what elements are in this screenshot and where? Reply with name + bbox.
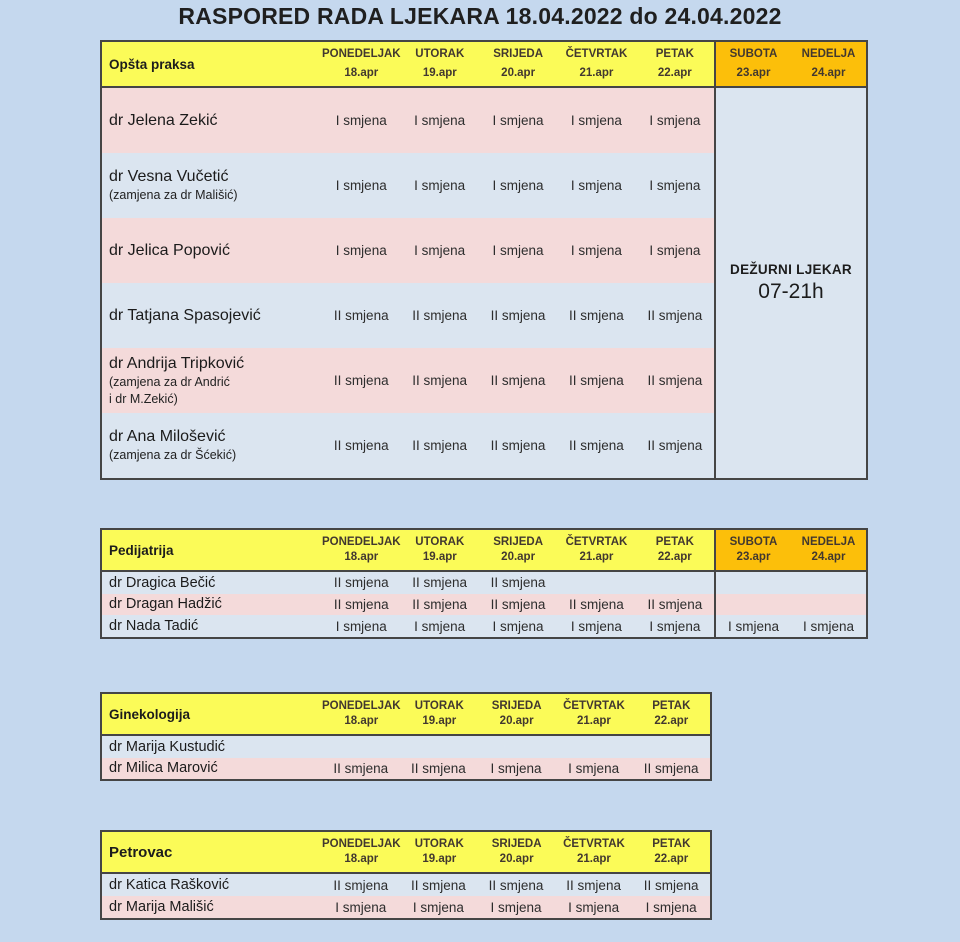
shift-cell: II smjena — [333, 308, 389, 323]
shift-cell: I smjena — [649, 618, 701, 634]
day-name: UTORAK — [415, 48, 465, 60]
shift-cell: I smjena — [492, 618, 544, 634]
weekday-headers — [322, 42, 714, 86]
day-name: ČETVRTAK — [565, 536, 628, 548]
shift-cell: I smjena — [570, 618, 622, 634]
shift-cell: II smjena — [566, 877, 621, 893]
shift-cell — [557, 572, 635, 594]
shift-cell: I smjena — [490, 760, 542, 776]
day-date: 23.apr — [736, 551, 771, 563]
day-date: 18.apr — [344, 67, 379, 79]
day-date: 19.apr — [422, 551, 457, 563]
day-name: SRIJEDA — [491, 838, 542, 850]
day-name: ČETVRTAK — [565, 48, 628, 60]
shift-cell: I smjena — [568, 760, 620, 776]
shift-cell: II smjena — [490, 596, 546, 612]
day-header — [791, 42, 866, 86]
shift-cell: I smjena — [649, 243, 701, 258]
day-date: 20.apr — [501, 67, 536, 79]
day-header — [322, 530, 401, 570]
day-header — [401, 42, 479, 86]
table-header-row — [102, 530, 866, 572]
day-header — [557, 530, 635, 570]
shift-cell: I smjena — [335, 618, 387, 634]
shift-cells — [322, 896, 710, 918]
weekday-headers — [322, 694, 710, 734]
weekend-shift-cells — [714, 572, 866, 594]
day-name: UTORAK — [415, 536, 465, 548]
day-header — [322, 694, 401, 734]
day-date: 18.apr — [344, 853, 379, 865]
day-name: PONEDELJAK — [322, 838, 401, 850]
shift-cell: I smjena — [492, 178, 544, 193]
doctor-name: dr Milica Marović — [109, 760, 218, 777]
shift-cell: I smjena — [570, 243, 622, 258]
doctor-name-cell — [102, 758, 322, 780]
shift-cell: II smjena — [569, 373, 624, 388]
day-date: 19.apr — [422, 853, 457, 865]
schedule-table-3 — [100, 692, 712, 781]
shift-cells — [322, 736, 710, 758]
doctor-name-cell — [102, 874, 322, 896]
day-name: SRIJEDA — [493, 48, 544, 60]
page-title: RASPORED RADA LJEKARA 18.04.2022 do 24.04.2022 — [178, 3, 782, 29]
shift-cell — [716, 572, 791, 594]
day-date: 22.apr — [657, 551, 692, 563]
weekday-headers — [322, 530, 714, 570]
day-date: 24.apr — [811, 67, 846, 79]
doctor-note: (zamjena za dr Andrić — [109, 374, 230, 389]
shift-cell — [791, 572, 866, 594]
day-name: SUBOTA — [729, 536, 778, 548]
day-date: 20.apr — [499, 715, 534, 727]
table-body — [102, 736, 710, 779]
shift-cell: I smjena — [335, 899, 387, 915]
shift-cells — [322, 88, 714, 153]
weekend-headers — [714, 42, 866, 86]
shift-cells — [322, 572, 714, 594]
shift-cell: II smjena — [490, 373, 546, 388]
doctor-name: dr Nada Tadić — [109, 618, 199, 635]
shift-cell: I smjena — [335, 113, 387, 128]
shift-cell: I smjena — [335, 178, 387, 193]
day-header — [401, 694, 478, 734]
day-date: 20.apr — [499, 853, 534, 865]
shift-cell: I smjena — [570, 113, 622, 128]
shift-cell: II smjena — [643, 877, 699, 893]
day-date: 18.apr — [344, 715, 379, 727]
day-header — [716, 42, 791, 86]
day-name: PONEDELJAK — [322, 536, 401, 548]
shift-cell: II smjena — [412, 575, 467, 591]
shift-cells — [322, 218, 714, 283]
doctor-name: dr Jelica Popović — [109, 241, 230, 259]
shift-cell: II smjena — [490, 575, 546, 591]
shift-cell: I smjena — [492, 243, 544, 258]
day-header — [478, 832, 555, 872]
day-header — [716, 530, 791, 570]
day-name: PONEDELJAK — [322, 48, 401, 60]
day-header — [636, 530, 714, 570]
day-header — [555, 694, 632, 734]
doctor-name-cell — [102, 736, 322, 758]
doctor-row — [102, 874, 710, 896]
day-name: SRIJEDA — [491, 700, 542, 712]
shift-cell — [636, 572, 714, 594]
shift-cell: I smjena — [649, 113, 701, 128]
shift-cell: II smjena — [647, 438, 703, 453]
doctor-name-cell — [102, 572, 322, 594]
day-header — [791, 530, 866, 570]
day-header — [401, 530, 479, 570]
shift-cell: II smjena — [412, 308, 467, 323]
doctor-name: dr Tatjana Spasojević — [109, 306, 261, 324]
shift-cell: I smjena — [414, 178, 466, 193]
shift-cell: I smjena — [414, 618, 466, 634]
doctor-name: dr Vesna Vučetić — [109, 168, 229, 185]
shift-cell: II smjena — [333, 373, 389, 388]
shift-cell: II smjena — [569, 438, 624, 453]
shift-cell: I smjena — [492, 113, 544, 128]
day-date: 23.apr — [736, 67, 771, 79]
shift-cell: II smjena — [647, 596, 703, 612]
shift-cell: II smjena — [333, 575, 389, 591]
doctor-name-cell — [102, 896, 322, 918]
day-header — [401, 832, 478, 872]
section-label: Ginekologija — [109, 706, 191, 722]
doctor-name-cell — [102, 594, 322, 616]
day-name: PONEDELJAK — [322, 700, 401, 712]
schedule-table-1 — [100, 40, 868, 480]
doctor-name-cell — [102, 413, 322, 478]
duty-doctor-cell — [714, 88, 866, 478]
shift-cell: I smjena — [414, 243, 466, 258]
doctor-name: dr Ana Milošević — [109, 428, 226, 445]
doctor-name: dr Marija Mališić — [109, 899, 214, 915]
day-header — [322, 832, 401, 872]
doctor-name: dr Dragica Bečić — [109, 574, 216, 591]
day-name: PETAK — [655, 48, 694, 60]
table-body — [102, 572, 866, 637]
schedule-table-4 — [100, 830, 712, 920]
shift-cell: I smjena — [649, 178, 701, 193]
shift-cell: II smjena — [412, 373, 467, 388]
day-header — [322, 42, 401, 86]
duty-doctor-label: DEŽURNI LJEKAR — [730, 262, 852, 277]
shift-cell — [322, 736, 400, 758]
day-name: PETAK — [652, 700, 691, 712]
day-header — [478, 694, 555, 734]
shift-cell: II smjena — [411, 760, 466, 776]
shift-cell: II smjena — [490, 438, 546, 453]
shift-cell: I smjena — [645, 899, 697, 915]
shift-cells — [322, 758, 710, 780]
day-name: PETAK — [655, 536, 694, 548]
day-header — [636, 42, 714, 86]
doctor-row — [102, 896, 710, 918]
day-date: 18.apr — [344, 551, 379, 563]
day-name: PETAK — [652, 838, 691, 850]
day-date: 21.apr — [579, 67, 614, 79]
section-label: Pedijatrija — [109, 542, 174, 558]
day-header — [633, 694, 710, 734]
day-name: SUBOTA — [729, 48, 778, 60]
doctor-row — [102, 758, 710, 780]
doctor-name: dr Jelena Zekić — [109, 111, 218, 129]
table-header-row — [102, 42, 866, 88]
doctor-name: dr Andrija Tripković — [109, 354, 245, 372]
shift-cell: I smjena — [412, 899, 464, 915]
shift-cell — [400, 736, 478, 758]
table-header-row — [102, 832, 710, 874]
doctor-row — [102, 615, 866, 637]
shift-cells — [322, 615, 714, 637]
shift-cell: II smjena — [643, 760, 699, 776]
weekend-headers — [714, 530, 866, 570]
weekday-headers — [322, 832, 710, 872]
day-header — [633, 832, 710, 872]
doctor-name-cell — [102, 283, 322, 348]
shift-cell — [791, 594, 866, 616]
day-name: NEDELJA — [801, 536, 856, 548]
shift-cells — [322, 348, 714, 413]
shift-cell: II smjena — [647, 308, 703, 323]
shift-cell: II smjena — [333, 438, 389, 453]
shift-cell — [555, 736, 633, 758]
section-label: Opšta praksa — [109, 56, 195, 72]
day-name: ČETVRTAK — [563, 838, 625, 850]
doctor-row — [102, 594, 866, 616]
day-name: ČETVRTAK — [563, 700, 625, 712]
shift-cell: I smjena — [335, 243, 387, 258]
shift-cells — [322, 874, 710, 896]
day-date: 22.apr — [654, 715, 689, 727]
shift-cell — [716, 594, 791, 616]
shift-cell: II smjena — [412, 438, 467, 453]
shift-cell: II smjena — [569, 308, 624, 323]
schedule-table-2 — [100, 528, 868, 639]
day-header — [479, 530, 557, 570]
shift-cell: II smjena — [411, 877, 466, 893]
day-header — [555, 832, 632, 872]
doctor-name: dr Katica Rašković — [109, 877, 230, 893]
shift-cell: I smjena — [414, 113, 466, 128]
shift-cells — [322, 283, 714, 348]
shift-cells — [322, 413, 714, 478]
day-date: 21.apr — [579, 551, 614, 563]
doctor-name: dr Marija Kustudić — [109, 738, 226, 755]
day-date: 22.apr — [654, 853, 689, 865]
day-name: SRIJEDA — [493, 536, 544, 548]
day-date: 19.apr — [422, 715, 457, 727]
shift-cell: II smjena — [647, 373, 703, 388]
day-date: 21.apr — [577, 715, 611, 727]
day-header — [557, 42, 635, 86]
doctor-row — [102, 572, 866, 594]
doctor-note: (zamjena za dr Šćekić) — [109, 448, 237, 462]
table-body — [102, 874, 710, 918]
table-body — [102, 88, 866, 478]
weekend-shift-cells — [714, 594, 866, 616]
shift-cell: I smjena — [802, 618, 855, 634]
weekend-shift-cells — [714, 615, 866, 637]
doctor-row — [102, 736, 710, 758]
doctor-name-cell — [102, 88, 322, 153]
day-name: UTORAK — [414, 700, 464, 712]
shift-cell: I smjena — [568, 899, 620, 915]
table-header-row — [102, 694, 710, 736]
day-header — [479, 42, 557, 86]
shift-cells — [322, 153, 714, 218]
doctor-name-cell — [102, 153, 322, 218]
doctor-note: (zamjena za dr Mališić) — [109, 188, 238, 202]
shift-cell: II smjena — [490, 308, 546, 323]
day-date: 24.apr — [811, 551, 846, 563]
shift-cell: II smjena — [569, 596, 624, 612]
doctor-note: i dr M.Zekić) — [109, 391, 178, 406]
shift-cells — [322, 594, 714, 616]
shift-cell: II smjena — [333, 596, 389, 612]
shift-cell — [632, 736, 710, 758]
shift-cell: II smjena — [333, 760, 389, 776]
shift-cell — [477, 736, 555, 758]
doctor-name-cell — [102, 218, 322, 283]
shift-cell: II smjena — [333, 877, 389, 893]
shift-cell: I smjena — [727, 618, 780, 634]
shift-cell: II smjena — [412, 596, 467, 612]
day-date: 19.apr — [422, 67, 457, 79]
day-name: NEDELJA — [801, 48, 856, 60]
section-label: Petrovac — [109, 843, 173, 861]
shift-cell: I smjena — [490, 899, 542, 915]
duty-doctor-hours: 07-21h — [758, 280, 824, 303]
day-date: 21.apr — [577, 853, 611, 865]
doctor-name: dr Dragan Hadžić — [109, 596, 222, 613]
day-date: 22.apr — [657, 67, 692, 79]
day-date: 20.apr — [501, 551, 536, 563]
shift-cell: I smjena — [570, 178, 622, 193]
doctor-name-cell — [102, 348, 322, 413]
doctor-name-cell — [102, 615, 322, 637]
day-name: UTORAK — [414, 838, 464, 850]
shift-cell: II smjena — [488, 877, 544, 893]
